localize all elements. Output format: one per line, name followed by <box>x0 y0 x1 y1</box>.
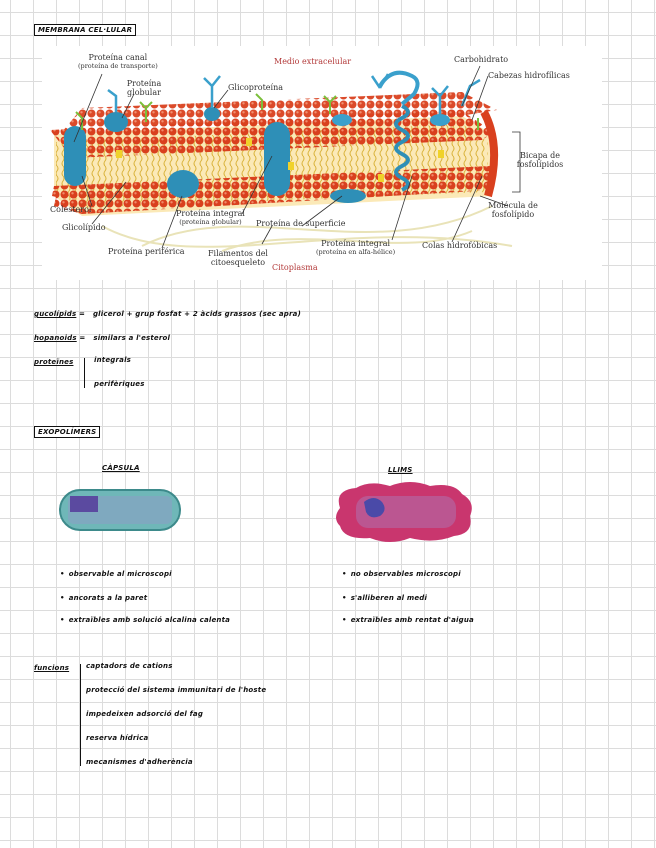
function-item-4: reserva hídrica <box>86 734 149 742</box>
label-glycoprotein: Glicoproteína <box>228 83 283 92</box>
label-glycolipid: Glicolípido <box>62 223 106 232</box>
proteins-item-peripheral: perifèriques <box>94 380 145 388</box>
slime-heading: LLIMS <box>388 466 413 474</box>
proteins-item-integrals: integrals <box>94 356 132 364</box>
function-item-3: impedeixen adsorció del fag <box>86 710 204 718</box>
function-item-5: mecanismes d'adherència <box>86 758 193 766</box>
proteins-brace <box>84 358 85 388</box>
label-surface-protein: Proteína de superficie <box>256 219 346 228</box>
label-cholesterol: Colesterol <box>50 205 92 214</box>
glycolipids-term: gucolípids <box>34 310 77 318</box>
functions-term: funcions <box>34 664 70 672</box>
label-globular-protein: Proteína globular <box>126 79 162 97</box>
label-extracellular: Medio extracelular <box>274 57 352 66</box>
capsule-illustration <box>58 488 184 534</box>
hopanoids-note: hopanoids = similars a l'esterol <box>34 334 171 342</box>
page-title: MEMBRANA CEL·LULAR <box>34 24 136 36</box>
proteins-term: proteïnes <box>34 358 74 366</box>
label-cytoplasm: Citoplasma <box>272 263 318 272</box>
label-hydrophobic-tails: Colas hidrofóbicas <box>422 241 498 250</box>
label-integral-alpha: Proteína integral (proteína en alfa-hélice) <box>316 239 396 256</box>
label-carbohydrate: Carbohidrato <box>454 55 509 64</box>
section-exopolymers-title: EXOPOLÍMERS <box>34 426 100 438</box>
capsule-bullet-2: • ancorats a la paret <box>60 594 147 602</box>
label-peripheral-protein: Proteína periférica <box>108 247 185 256</box>
label-cytoskeleton: Filamentos del citoesqueleto <box>207 249 268 267</box>
capsule-heading: CÀPSULA <box>102 464 140 472</box>
glycolipids-note: gucolípids = glicerol + grup fosfat + 2 àcids grassos (sec apra) <box>34 310 301 318</box>
hopanoids-definition: similars a l'esterol <box>93 334 171 342</box>
function-item-2: protecció del sistema immunitari de l'hoste <box>86 686 267 694</box>
capsule-bullet-3: • extraïbles amb solució alcalina calenta <box>60 616 230 624</box>
capsule-bullet-1: • observable al microscopi <box>60 570 172 578</box>
slime-bullet-1: • no observables microscopi <box>342 570 461 578</box>
functions-brace <box>80 664 81 766</box>
slime-illustration <box>330 478 478 546</box>
label-bilayer: Bicapa de fosfolípidos <box>516 151 564 169</box>
slime-bullet-3: • extraïbles amb rentat d'aigua <box>342 616 474 624</box>
cell-membrane-diagram <box>42 46 602 280</box>
slime-bullet-2: • s'alliberen al medi <box>342 594 427 602</box>
label-hydrophilic-heads: Cabezas hidrofílicas <box>488 71 570 80</box>
hopanoids-term: hopanoids <box>34 334 77 342</box>
label-channel-protein: Proteína canal (proteína de transporte) <box>78 53 158 70</box>
label-integral-protein: Proteína integral (proteína globular) <box>176 209 245 226</box>
function-item-1: captadors de cations <box>86 662 173 670</box>
glycolipids-definition: glicerol + grup fosfat + 2 àcids grassos (sec apra) <box>92 310 301 318</box>
label-phospholipid-molecule: Molécula de fosfolípido <box>488 201 538 219</box>
